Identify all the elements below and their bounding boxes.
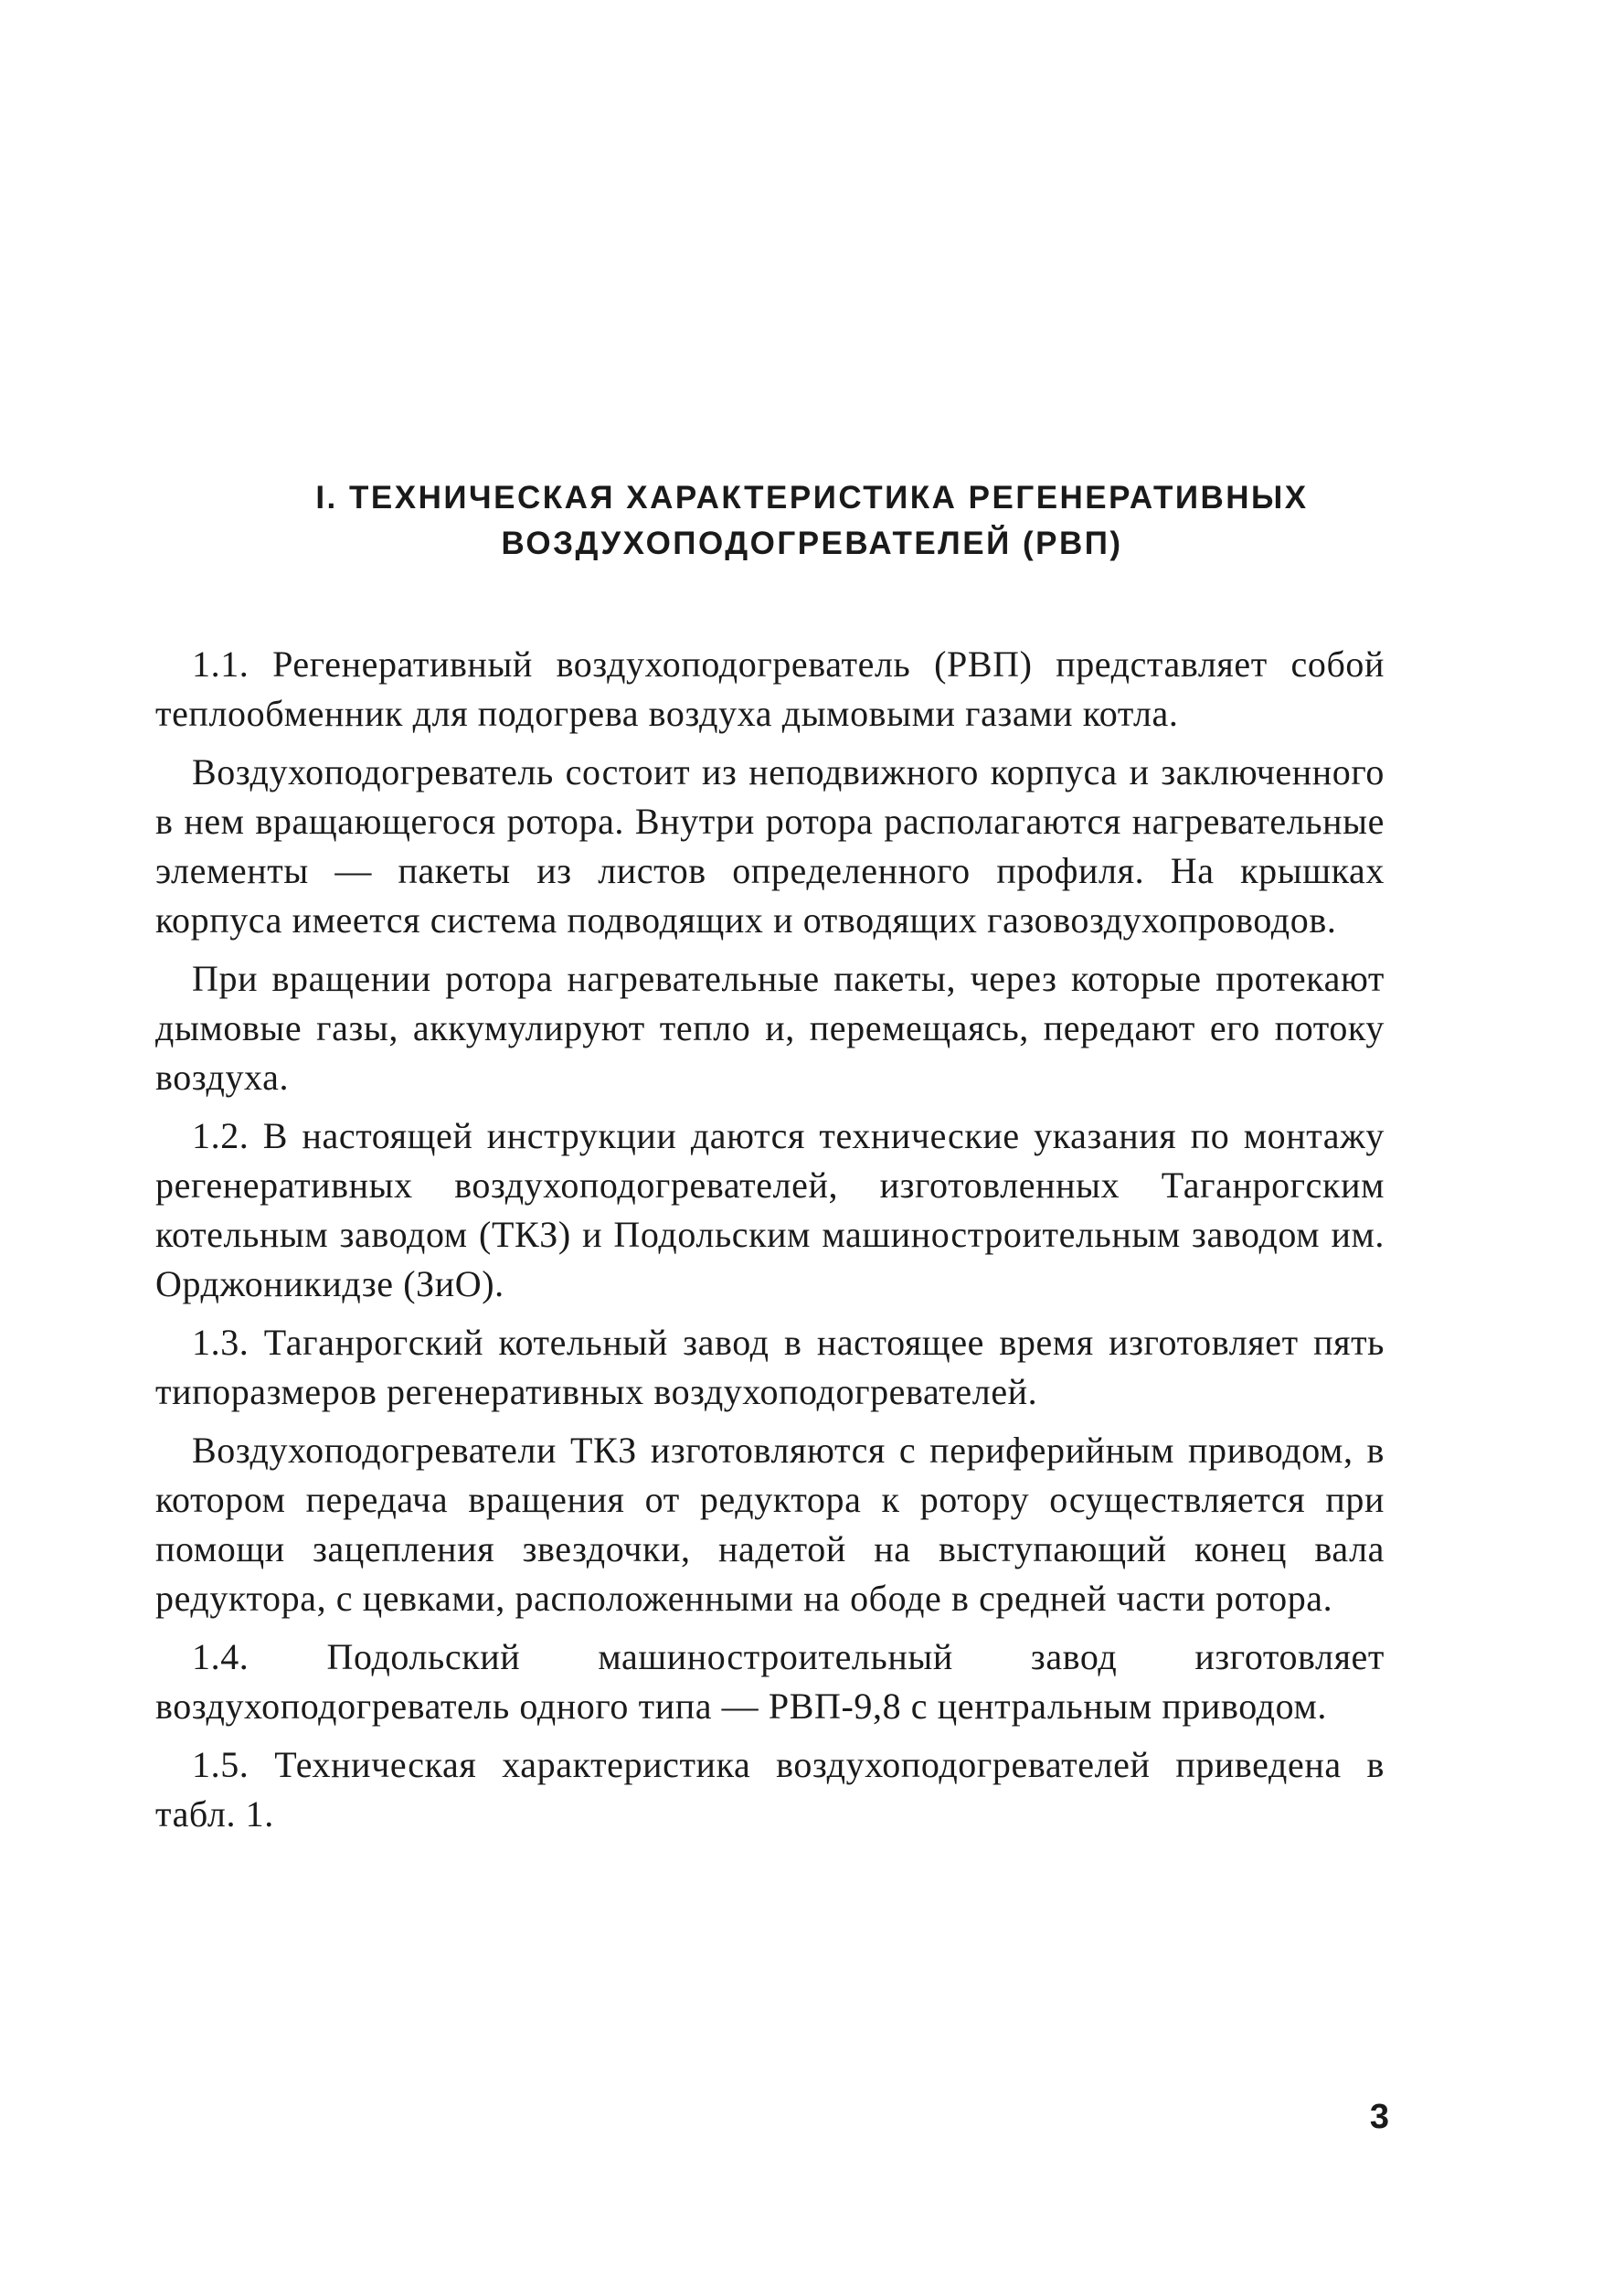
paragraph-1-3: 1.3. Таганрогский котельный завод в настоящее время изготовляет пять типоразмеров регенеративных воздухоподогревателей. (155, 1322, 1385, 1412)
page-number: 3 (1369, 2098, 1389, 2136)
paragraph-1-5: 1.5. Техническая характеристика воздухоподогревателей приведена в табл. 1. (155, 1744, 1385, 1835)
paragraph-air-heater-structure: Воздухоподогреватель состоит из неподвижного корпуса и заключенного в нем вращающегося ротора. Внутри ротора располагаются нагревательные элементы — пакеты из листов определенного профиля. На крышках корпуса имеется система подводящих и отводящих газовоздухопроводов. (155, 751, 1385, 941)
paragraph-1-2: 1.2. В настоящей инструкции даются технические указания по монтажу регенеративных воздухоподогревателей, изготовленных Таганрогским котельным заводом (ТКЗ) и Подольским машиностроительным заводом им. Орджоникидзе (ЗиО). (155, 1115, 1385, 1304)
body-text (155, 640, 1385, 1848)
paragraph-tkz-drive: Воздухоподогреватели ТКЗ изготовляются с периферийным приводом, в котором передача вращения от редуктора к ротору осуществляется при помощи зацепления звездочки, надетой на выступающий конец вала редуктора, с цевками, расположенными на ободе в средней части ротора. (155, 1430, 1385, 1619)
paragraph-1-1: 1.1. Регенеративный воздухоподогреватель (РВП) представляет собой теплообменник для подогрева воздуха дымовыми газами котла. (155, 643, 1385, 734)
section-heading-line-1: I. ТЕХНИЧЕСКАЯ ХАРАКТЕРИСТИКА РЕГЕНЕРАТИВНЫХ (315, 480, 1309, 516)
paragraph-rotor-rotation: При вращении ротора нагревательные пакеты, через которые протекают дымовые газы, аккумулируют тепло и, перемещаясь, передают его потоку воздуха. (155, 958, 1385, 1098)
section-heading (0, 475, 1624, 567)
section-heading-line-2: ВОЗДУХОПОДОГРЕВАТЕЛЕЙ (РВП) (501, 526, 1123, 561)
paragraph-1-4: 1.4. Подольский машиностроительный завод изготовляет воздухоподогреватель одного типа — РВП-9,8 с центральным приводом. (155, 1636, 1385, 1727)
